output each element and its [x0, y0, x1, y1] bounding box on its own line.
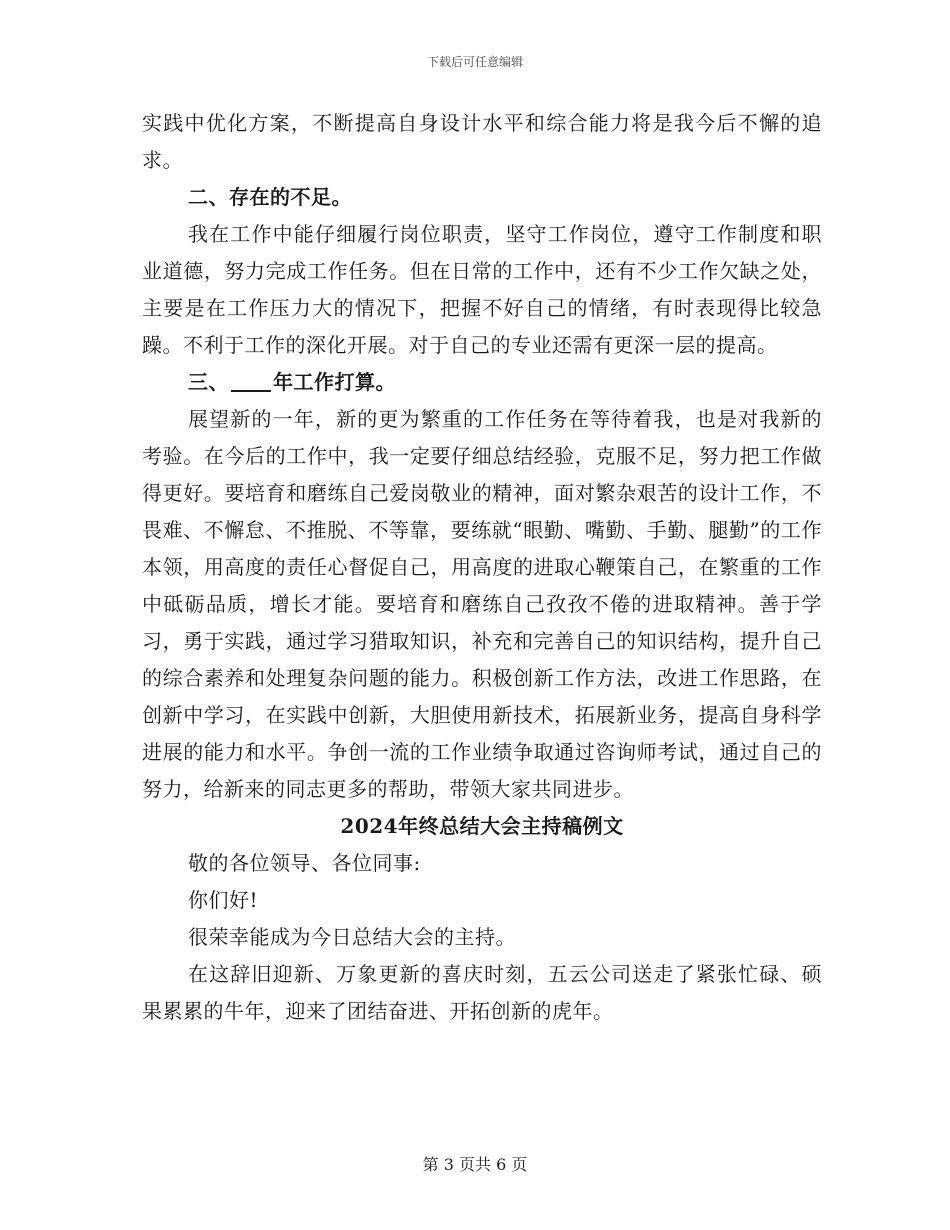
blank-year-line — [231, 370, 271, 392]
section-heading-shortcomings: 二、存在的不足。 — [188, 185, 352, 209]
section-heading-plan — [142, 364, 822, 401]
paragraph-shortcomings: 我在工作中能仔细履行岗位职责，坚守工作岗位，遵守工作制度和职业道德，努力完成工作任务。但在日常的工作中，还有不少工作欠缺之处，主要是在工作压力大的情况下，把握不好自己的情绪，有时表现得比较急躁。不利于工作的深化开展。对于自己的专业还需有更深一层的提高。 — [142, 222, 822, 357]
paragraph-continuation: 实践中优化方案，不断提高自身设计水平和综合能力将是我今后不懈的追求。 — [142, 111, 822, 172]
page-header: 下载后可任意编辑 — [426, 55, 523, 69]
paragraph-greeting: 你们好! — [188, 888, 259, 912]
paragraph-plan: 展望新的一年，新的更为繁重的工作任务在等待着我，也是对我新的考验。在今后的工作中，我一定要仔细总结经验，克服不足，努力把工作做得更好。要培育和磨练自己爱岗敬业的精神，面对繁杂艰苦的设计工作，不畏难、不懈怠、不推脱、不等靠，要练就“眼勤、嘴勤、手勤、腿勤”的工作本领，用高度的责任心督促自己，用高度的进取心鞭策自己，在繁重的工作中砥砺品质，增长才能。要培育和磨练自己孜孜不倦的进取精神。善于学习，勇于实践，通过学习猎取知识，补充和完善自己的知识结构，提升自己的综合素养和处理复杂问题的能力。积极创新工作方法，改进工作思路，在创新中学习，在实践中创新，大胆使用新技术，拓展新业务，提高自身科学进展的能力和水平。争创一流的工作业绩争取通过咨询师考试，通过自己的努力，给新来的同志更多的帮助，带领大家共同进步。 — [142, 407, 822, 801]
page-footer: 第 3 页共 6 页 — [422, 1155, 528, 1174]
heading-prefix: 三、 — [188, 370, 229, 394]
paragraph-intro: 很荣幸能成为今日总结大会的主持。 — [188, 925, 516, 949]
heading-suffix: 年工作打算。 — [273, 370, 396, 394]
document-title: 2024年终总结大会主持稿例文 — [340, 814, 624, 838]
paragraph-occasion: 在这辞旧迎新、万象更新的喜庆时刻，五云公司送走了紧张忙碌、硕果累累的牛年，迎来了团结奋进、开拓创新的虎年。 — [142, 962, 822, 1023]
document-body — [142, 105, 822, 1030]
paragraph-salutation: 敬的各位领导、各位同事: — [188, 851, 421, 875]
